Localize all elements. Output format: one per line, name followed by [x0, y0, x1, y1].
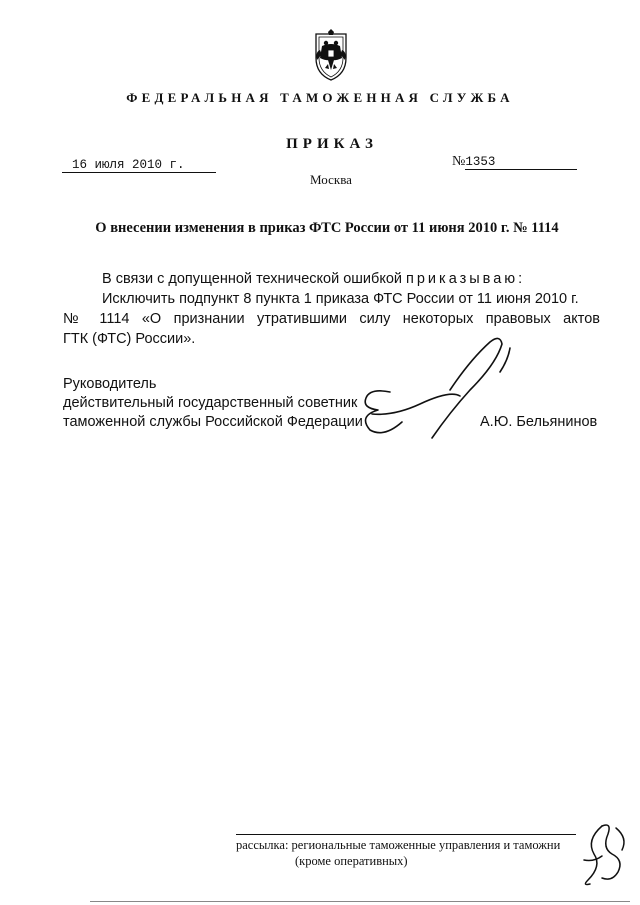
document-type-heading: ПРИКАЗ — [286, 136, 378, 152]
body-paragraph-3: № 1114 «О признании утратившими силу некоторых правовых актов — [63, 311, 600, 327]
signer-role-line-1: Руководитель — [63, 376, 157, 392]
page-bottom-rule — [90, 901, 630, 902]
order-number-field — [452, 154, 598, 170]
body-paragraph-2: Исключить подпункт 8 пункта 1 приказа ФТС России от 11 июня 2010 г. — [102, 291, 579, 307]
handwritten-initials-icon — [572, 820, 634, 890]
body-lead: В связи с допущенной технической ошибкой — [102, 271, 407, 287]
distribution-note: (кроме оперативных) — [295, 854, 408, 868]
number-sign: № — [452, 154, 466, 169]
signer-role-line-3: таможенной службы Российской Федерации — [63, 414, 363, 430]
distribution-divider — [236, 834, 576, 835]
signer-name: А.Ю. Бельянинов — [480, 414, 598, 430]
agency-title: ФЕДЕРАЛЬНАЯ ТАМОЖЕННАЯ СЛУЖБА — [126, 90, 514, 105]
coat-of-arms-icon — [306, 28, 356, 82]
body-colon: : — [518, 271, 523, 287]
signer-role-line-2: действительный государственный советник — [63, 395, 358, 411]
order-number: 1353 — [465, 155, 577, 170]
handwritten-signature-icon — [350, 330, 530, 440]
order-date: 16 июля 2010 г. — [62, 158, 216, 173]
city-name: Москва — [310, 172, 352, 187]
distribution-list: рассылка: региональные таможенные управления и таможни — [236, 838, 561, 852]
body-paragraph-4: ГТК (ФТС) России». — [63, 331, 196, 347]
body-paragraph-1 — [102, 269, 522, 289]
body-order-word: приказываю — [406, 271, 519, 287]
order-subject: О внесении изменения в приказ ФТС России от 11 июня 2010 г. № 1114 — [95, 220, 559, 236]
